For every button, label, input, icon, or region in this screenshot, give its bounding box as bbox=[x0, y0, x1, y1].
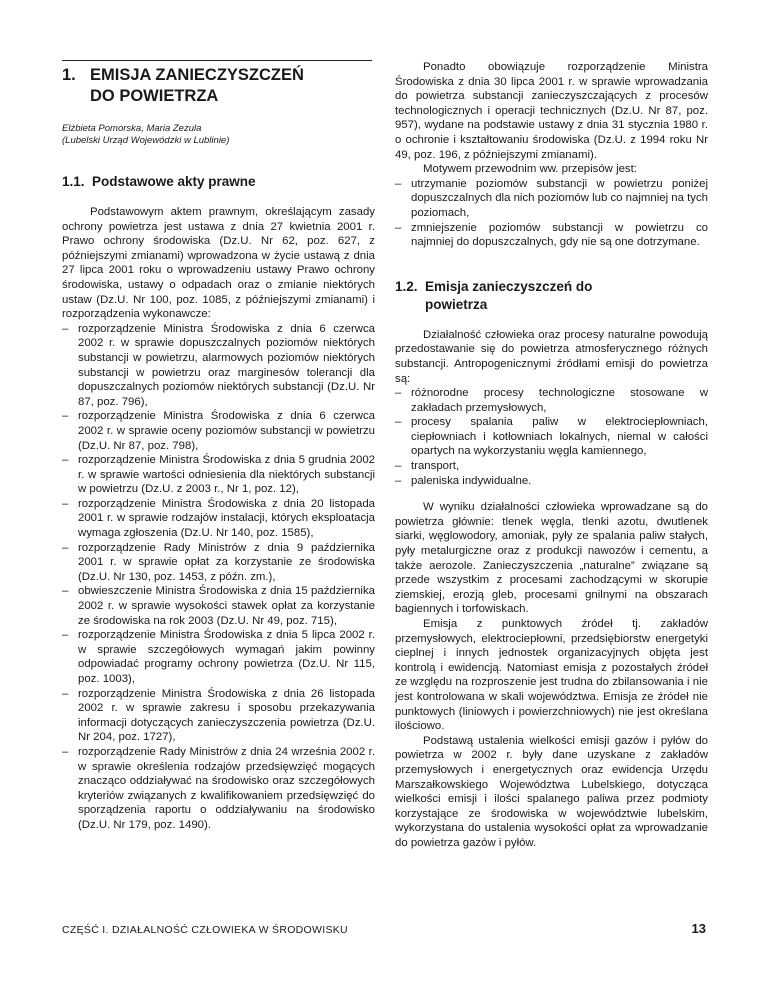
authors bbox=[62, 123, 375, 147]
motives-list bbox=[395, 177, 708, 250]
chapter-number: 1. bbox=[62, 66, 76, 84]
section-2-title-line1: Emisja zanieczyszczeń do bbox=[425, 278, 593, 294]
list-item: – rozporządzenie Ministra Środowiska z dnia 6 czerwca 2002 r. w sprawie dopuszczalnych poziomów niektórych substancji w powietrzu, alarmowych poziomów niektórych substancji w powietrzu oraz marginesów tolerancji dla dopuszczalnych poziomów niektórych substancji (Dz.U. Nr 87, poz. 796), bbox=[62, 322, 375, 410]
section-1-continuation: Ponadto obowiązuje rozporządzenie Ministra Środowiska z dnia 30 lipca 2001 r. w sprawie wprowadzania do powietrza substancji zanieczyszczających z procesów technologicznych i operacji technicznych (Dz.U. Nr 87, poz. 957), wydane na podstawie ustawy z dnia 31 stycznia 1980 r. o ochronie i kształtowaniu środowiska (Dz.U. z 1994 roku Nr 49, poz. 196, z późniejszymi zmianami). bbox=[395, 61, 708, 161]
page-number: 13 bbox=[691, 921, 706, 936]
authors-names: Elżbieta Pomorska, Maria Zezula bbox=[62, 123, 202, 134]
running-footer: CZĘŚĆ I. DZIAŁALNOŚĆ CZŁOWIEKA W ŚRODOWISKU bbox=[62, 924, 348, 936]
chapter-title-line1: EMISJA ZANIECZYSZCZEŃ bbox=[90, 66, 304, 84]
section-2-heading bbox=[395, 278, 708, 314]
section-2-paragraph-3: Emisja z punktowych źródeł tj. zakładów przemysłowych, elektrociepłowni, przedsiębiorstw energetyki cieplnej i innych jednostek organizacyjnych objęta jest kontrolą i ewidencją. Natomiast emisja z pozostałych źródeł ze względu na rozproszenie jest trudna do zbilansowania i nie jest kontrolowana w skali województwa. Emisja ze źródeł nie punktowych (liniowych i powierzchniowych) nie jest określana ilościowo. bbox=[395, 618, 708, 733]
list-item: – transport, bbox=[395, 459, 708, 474]
section-2-paragraph-4: Podstawą ustalenia wielkości emisji gazów i pyłów do powietrza w 2002 r. były dane uzyskane z zakładów przemysłowych i energetycznych oraz ewidencja Urzędu Marszałkowskiego Województwa Lubelskiego, dotycząca wielkości emisji i ilości spalanego paliwa przez podmioty korzystające ze środowiska w województwie lubelskim, wykorzystana do ustalenia wysokości opłat za wprowadzanie do powietrza gazów i pyłów. bbox=[395, 734, 708, 849]
list-item: – paleniska indywidualne. bbox=[395, 474, 708, 489]
list-item: – rozporządzenie Ministra Środowiska z dnia 6 czerwca 2002 r. w sprawie oceny poziomów substancji w powietrzu (Dz.U. Nr 87, poz. 798), bbox=[62, 409, 375, 453]
section-2-title-line2: powietrza bbox=[425, 296, 488, 312]
section-1-heading bbox=[62, 173, 375, 191]
chapter-title bbox=[62, 65, 375, 107]
section-2-paragraph-2: W wyniku działalności człowieka wprowadzane są do powietrza głównie: tlenek węgla, tlenki azotu, dwutlenek siarki, węglowodory, amoniak, pyły ze spalania paliw stałych, pyły metalurgiczne oraz z produkcji nawozów i cementu, a także aerozole. Zanieczyszczenia „naturalne” związane są przede wszystkim z procesami zachodzącymi w skorupie ziemskiej, erozją gleb, procesami gnilnymi na obszarach bagiennych i torfowiskach. bbox=[395, 501, 708, 616]
right-column bbox=[395, 60, 708, 851]
section-1-intro: Podstawowym aktem prawnym, określającym zasady ochrony powietrza jest ustawa z dnia 27 kwietnia 2001 r. Prawo ochrony środowiska (Dz.U. Nr 62, poz. 627, z późniejszymi zmianami) wprowadzona w życie ustawą z dnia 27 lipca 2001 roku o wprowadzeniu ustawy Prawo ochrony środowiska, ustawy o odpadach oraz o zmianie niektórych ustaw (Dz.U. Nr 100, poz. 1085, z późniejszymi zmianami) i rozporządzenia wykonawcze: bbox=[62, 206, 375, 321]
list-item: – rozporządzenie Rady Ministrów z dnia 9 października 2001 r. w sprawie opłat za korzystanie ze środowiska (Dz.U. Nr 130, poz. 1453, z późn. zm.), bbox=[62, 541, 375, 585]
top-rule bbox=[62, 60, 372, 61]
left-column bbox=[62, 60, 375, 833]
list-item: – rozporządzenie Ministra Środowiska z dnia 5 grudnia 2002 r. w sprawie wartości odniesienia dla niektórych substancji w powietrzu (Dz.U. z 2003 r., Nr 1, poz. 12), bbox=[62, 453, 375, 497]
list-item: – zmniejszenie poziomów substancji w powietrzu co najmniej do dopuszczalnych, gdy nie są one dotrzymane. bbox=[395, 221, 708, 250]
list-item: – rozporządzenie Ministra Środowiska z dnia 26 listopada 2002 r. w sprawie zakresu i sposobu przekazywania informacji dotyczących zanieczyszczenia powietrza (Dz.U. Nr 204, poz. 1727), bbox=[62, 687, 375, 745]
list-item: – rozporządzenie Rady Ministrów z dnia 24 września 2002 r. w sprawie określenia rodzajów przedsięwzięć mogących znacząco oddziaływać na środowisko oraz szczegółowych kryteriów związanych z kwalifikowaniem przedsięwzięć do sporządzenia raportu o oddziaływaniu na środowisko (Dz.U. Nr 179, poz. 1490). bbox=[62, 745, 375, 833]
authors-affiliation: (Lubelski Urząd Wojewódzki w Lublinie) bbox=[62, 135, 230, 146]
section-1-motive-intro: Motywem przewodnim ww. przepisów jest: bbox=[423, 163, 637, 176]
chapter-title-line2: DO POWIETRZA bbox=[90, 87, 219, 105]
list-item: – utrzymanie poziomów substancji w powietrzu poniżej dopuszczalnych dla nich poziomów lub co najmniej na tych poziomach, bbox=[395, 177, 708, 221]
section-1-title: Podstawowe akty prawne bbox=[92, 174, 256, 189]
list-item: – procesy spalania paliw w elektrociepłowniach, ciepłowniach i kotłowniach lokalnych, niemal w całości opartych na wykorzystaniu węgla kamiennego, bbox=[395, 415, 708, 459]
list-item: – rozporządzenie Ministra Środowiska z dnia 5 lipca 2002 r. w sprawie szczegółowych wymagań jakim powinny odpowiadać programy ochrony powietrza (Dz.U. Nr 115, poz. 1003), bbox=[62, 628, 375, 686]
section-1-number: 1.1. bbox=[62, 174, 85, 189]
sources-list bbox=[395, 386, 708, 488]
list-item: – obwieszczenie Ministra Środowiska z dnia 15 października 2002 r. w sprawie wysokości stawek opłat za korzystanie ze środowiska na rok 2003 (Dz.U. Nr 49, poz. 715), bbox=[62, 584, 375, 628]
list-item: – rozporządzenie Ministra Środowiska z dnia 20 listopada 2001 r. w sprawie rodzajów instalacji, których eksploatacja wymaga zgłoszenia (Dz.U. Nr 140, poz. 1585), bbox=[62, 497, 375, 541]
section-2-intro: Działalność człowieka oraz procesy naturalne powodują przedostawanie się do powietrza atmosferycznego różnych substancji. Antropogenicznymi źródłami emisji do powietrza są: bbox=[395, 328, 708, 385]
section-2-number: 1.2. bbox=[395, 278, 418, 294]
list-item: – różnorodne procesy technologiczne stosowane w zakładach przemysłowych, bbox=[395, 386, 708, 415]
legal-acts-list bbox=[62, 322, 375, 833]
